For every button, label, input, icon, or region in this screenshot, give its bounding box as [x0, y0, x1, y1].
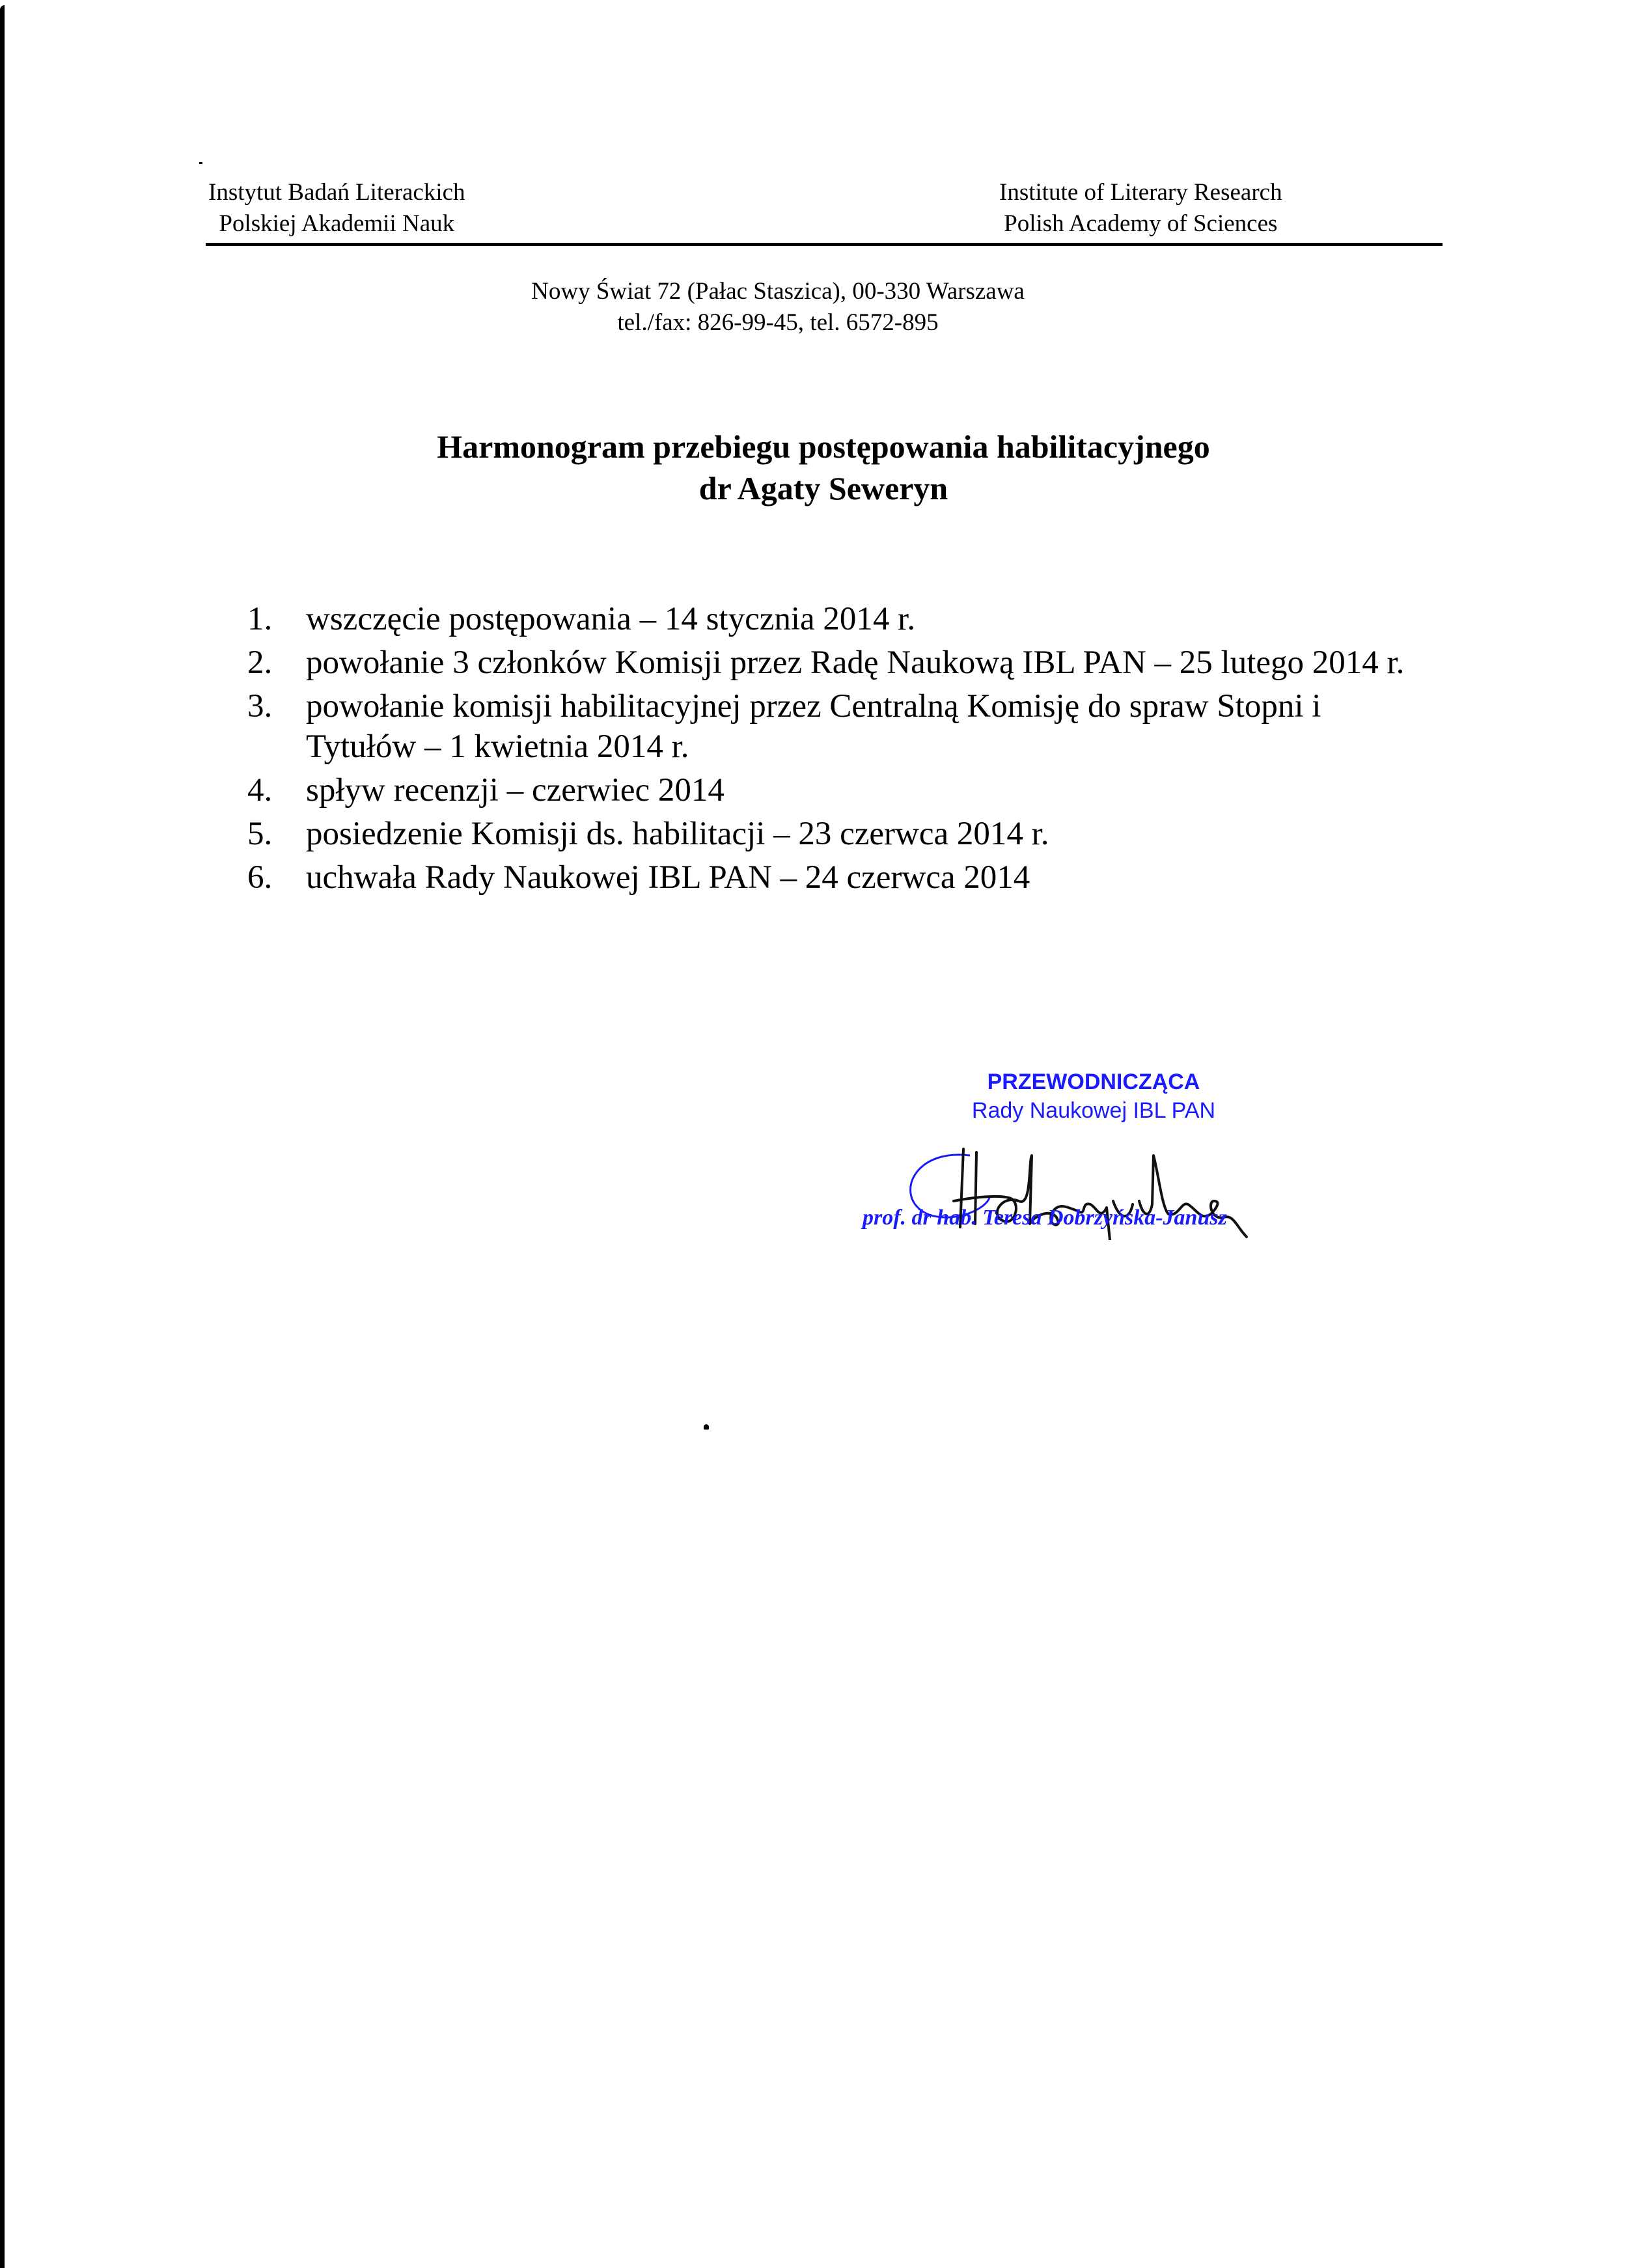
document-title: [0, 426, 1630, 509]
scan-page-edge: [0, 5, 5, 2268]
schedule-item: [247, 643, 1419, 683]
item-text: spływ recenzji – czerwiec 2014: [306, 772, 725, 809]
item-text: uchwała Rady Naukowej IBL PAN – 24 czerwca 2014: [306, 859, 1030, 896]
schedule-item: [247, 686, 1419, 767]
item-text: posiedzenie Komisji ds. habilitacji – 23 czerwca 2014 r.: [306, 816, 1049, 852]
institute-address: [0, 276, 1556, 339]
title-subject: dr Agaty Seweryn: [698, 470, 948, 506]
official-stamp: [846, 1068, 1341, 1125]
item-number: 2.: [247, 644, 273, 681]
institute-name-en: Institute of Literary Research: [999, 179, 1282, 206]
institute-name-pl: Instytut Badań Literackich: [208, 179, 465, 206]
scan-speck: [704, 1424, 709, 1430]
item-number: 3.: [247, 688, 273, 725]
item-number: 5.: [247, 816, 273, 852]
item-number: 4.: [247, 772, 273, 809]
schedule-item: [247, 814, 1419, 854]
phone-fax: tel./fax: 826-99-45, tel. 6572-895: [617, 309, 939, 336]
item-number: 1.: [247, 601, 273, 637]
academy-name-pl: Polskiej Akademii Nauk: [219, 210, 455, 237]
schedule-list: [247, 599, 1419, 901]
item-text: powołanie komisji habilitacyjnej przez Centralną Komisję do spraw Stopni i Tytułów – 1 kwietnia 2014 r.: [306, 688, 1321, 765]
title-line: Harmonogram przebiegu postępowania habilitacyjnego: [437, 428, 1210, 465]
academy-name-en: Polish Academy of Sciences: [1004, 210, 1278, 237]
schedule-item: [247, 599, 1419, 639]
stamp-role: PRZEWODNICZĄCA: [987, 1070, 1200, 1094]
stamp-body: Rady Naukowej IBL PAN: [971, 1098, 1216, 1123]
street-address: Nowy Świat 72 (Pałac Staszica), 00-330 Warszawa: [531, 278, 1025, 305]
item-text: wszczęcie postępowania – 14 stycznia 2014 r.: [306, 601, 916, 637]
item-text: powołanie 3 członków Komisji przez Radę Naukową IBL PAN – 25 lutego 2014 r.: [306, 644, 1405, 681]
scan-speck: [199, 162, 202, 164]
letterhead-right: [999, 177, 1282, 240]
item-number: 6.: [247, 859, 273, 896]
letterhead-divider: [206, 243, 1443, 246]
signer-name: prof. dr hab. Teresa Dobrzyńska-Janusz: [863, 1206, 1227, 1230]
letterhead-left: [208, 177, 465, 240]
schedule-item: [247, 857, 1419, 898]
schedule-item: [247, 770, 1419, 810]
